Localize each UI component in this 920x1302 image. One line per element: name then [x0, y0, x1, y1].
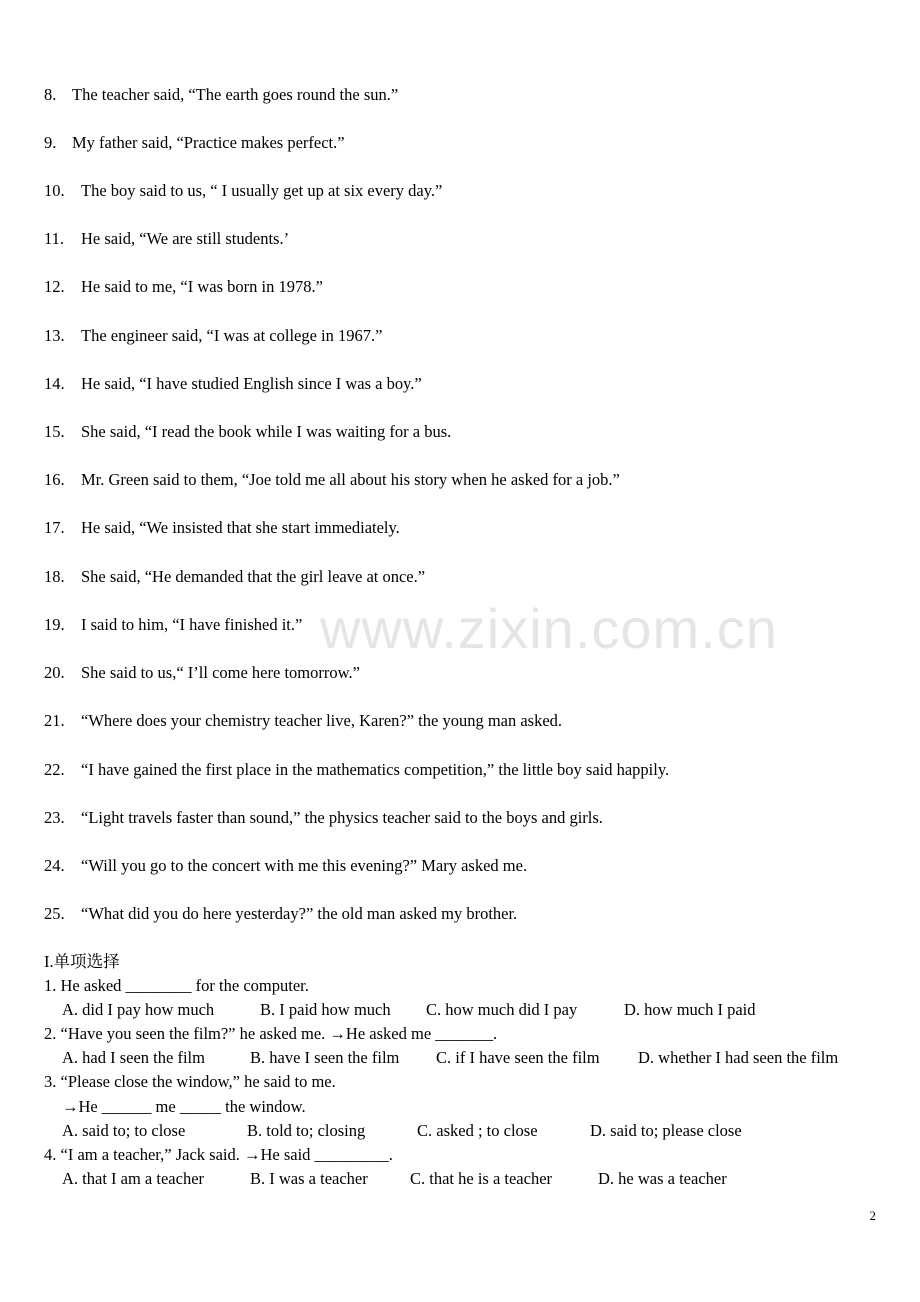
options-row — [62, 1000, 756, 1020]
sentence-text: She said to us,“ I’ll come here tomorrow.” — [81, 663, 360, 682]
sentence-text: Mr. Green said to them, “Joe told me all about his story when he asked for a job.” — [81, 470, 620, 489]
sentence-item — [44, 85, 398, 105]
sentence-number: 15. — [44, 422, 65, 441]
sentence-number: 13. — [44, 326, 65, 345]
option-c: C. that he is a teacher — [410, 1169, 553, 1188]
option-c: C. if I have seen the film — [436, 1048, 600, 1067]
options-row — [62, 1048, 838, 1068]
sentence-item — [44, 422, 451, 442]
sentence-number: 23. — [44, 808, 65, 827]
option-c: C. asked ; to close — [417, 1121, 538, 1140]
sentence-text: The boy said to us, “ I usually get up at six every day.” — [81, 181, 443, 200]
sentence-number: 25. — [44, 904, 65, 923]
option-a: A. did I pay how much — [62, 1000, 215, 1019]
sentence-number: 11. — [44, 229, 65, 248]
question-stem-continued: →He ______ me _____ the window. — [62, 1097, 306, 1116]
sentence-item — [44, 374, 422, 394]
option-d: D. said to; please close — [590, 1121, 742, 1140]
option-d: D. whether I had seen the film — [638, 1048, 839, 1067]
option-b: B. I paid how much — [260, 1000, 391, 1019]
question-stem: 4. “I am a teacher,” Jack said. →He said _________. — [44, 1145, 393, 1164]
sentence-number: 12. — [44, 277, 65, 296]
option-b: B. told to; closing — [247, 1121, 366, 1140]
sentence-number: 18. — [44, 567, 65, 586]
page-number: 2 — [869, 1208, 876, 1223]
option-b: B. I was a teacher — [250, 1169, 368, 1188]
sentence-number: 14. — [44, 374, 65, 393]
sentence-item — [44, 760, 669, 780]
sentence-text: He said, “I have studied English since I was a boy.” — [81, 374, 422, 393]
watermark: www.zixin.com.cn — [320, 597, 778, 660]
sentence-item — [44, 326, 382, 346]
sentence-text: “What did you do here yesterday?” the old man asked my brother. — [81, 904, 518, 923]
sentence-number: 19. — [44, 615, 65, 634]
option-b: B. have I seen the film — [250, 1048, 400, 1067]
sentence-item — [44, 518, 400, 538]
sentence-text: The engineer said, “I was at college in 1967.” — [81, 326, 383, 345]
sentence-text: I said to him, “I have finished it.” — [81, 615, 303, 634]
sentence-number: 24. — [44, 856, 65, 875]
sentence-text: “Where does your chemistry teacher live, Karen?” the young man asked. — [81, 711, 563, 730]
sentence-item — [44, 567, 425, 587]
sentence-text: He said to me, “I was born in 1978.” — [81, 277, 323, 296]
sentence-number: 16. — [44, 470, 65, 489]
sentence-text: He said, “We insisted that she start immediately. — [81, 518, 400, 537]
sentence-number: 10. — [44, 181, 65, 200]
sentence-item — [44, 277, 323, 297]
section-title: I.单项选择 — [44, 952, 120, 971]
sentence-text: “Will you go to the concert with me this evening?” Mary asked me. — [81, 856, 528, 875]
sentence-text: He said, “We are still students.’ — [81, 229, 290, 248]
sentence-text: The teacher said, “The earth goes round the sun.” — [72, 85, 399, 104]
sentence-item — [44, 663, 360, 683]
question-stem: 1. He asked ________ for the computer. — [44, 976, 309, 995]
sentence-text: She said, “I read the book while I was waiting for a bus. — [81, 422, 452, 441]
sentence-number: 20. — [44, 663, 65, 682]
sentence-item — [44, 133, 345, 153]
sentence-number: 17. — [44, 518, 65, 537]
option-c: C. how much did I pay — [426, 1000, 578, 1019]
question-stem: 2. “Have you seen the film?” he asked me. →He asked me _______. — [44, 1024, 498, 1043]
sentence-item — [44, 711, 562, 731]
sentence-number: 9. — [44, 133, 57, 152]
sentence-number: 22. — [44, 760, 65, 779]
sentence-item — [44, 808, 603, 828]
sentence-item — [44, 615, 302, 635]
sentence-number: 21. — [44, 711, 65, 730]
options-row — [62, 1169, 727, 1189]
option-a: A. that I am a teacher — [62, 1169, 205, 1188]
sentence-text: She said, “He demanded that the girl leave at once.” — [81, 567, 426, 586]
sentence-text: “I have gained the first place in the mathematics competition,” the little boy said happily. — [81, 760, 670, 779]
options-row — [62, 1121, 742, 1141]
sentence-text: “Light travels faster than sound,” the physics teacher said to the boys and girls. — [81, 808, 603, 827]
sentence-item — [44, 856, 527, 876]
option-d: D. he was a teacher — [598, 1169, 727, 1188]
sentence-item — [44, 229, 289, 249]
option-a: A. said to; to close — [62, 1121, 186, 1140]
option-d: D. how much I paid — [624, 1000, 756, 1019]
sentence-item — [44, 904, 517, 924]
option-a: A. had I seen the film — [62, 1048, 205, 1067]
sentence-text: My father said, “Practice makes perfect.” — [72, 133, 345, 152]
question-stem: 3. “Please close the window,” he said to me. — [44, 1072, 336, 1091]
sentence-item — [44, 470, 620, 490]
sentence-number: 8. — [44, 85, 57, 104]
sentence-item — [44, 181, 442, 201]
